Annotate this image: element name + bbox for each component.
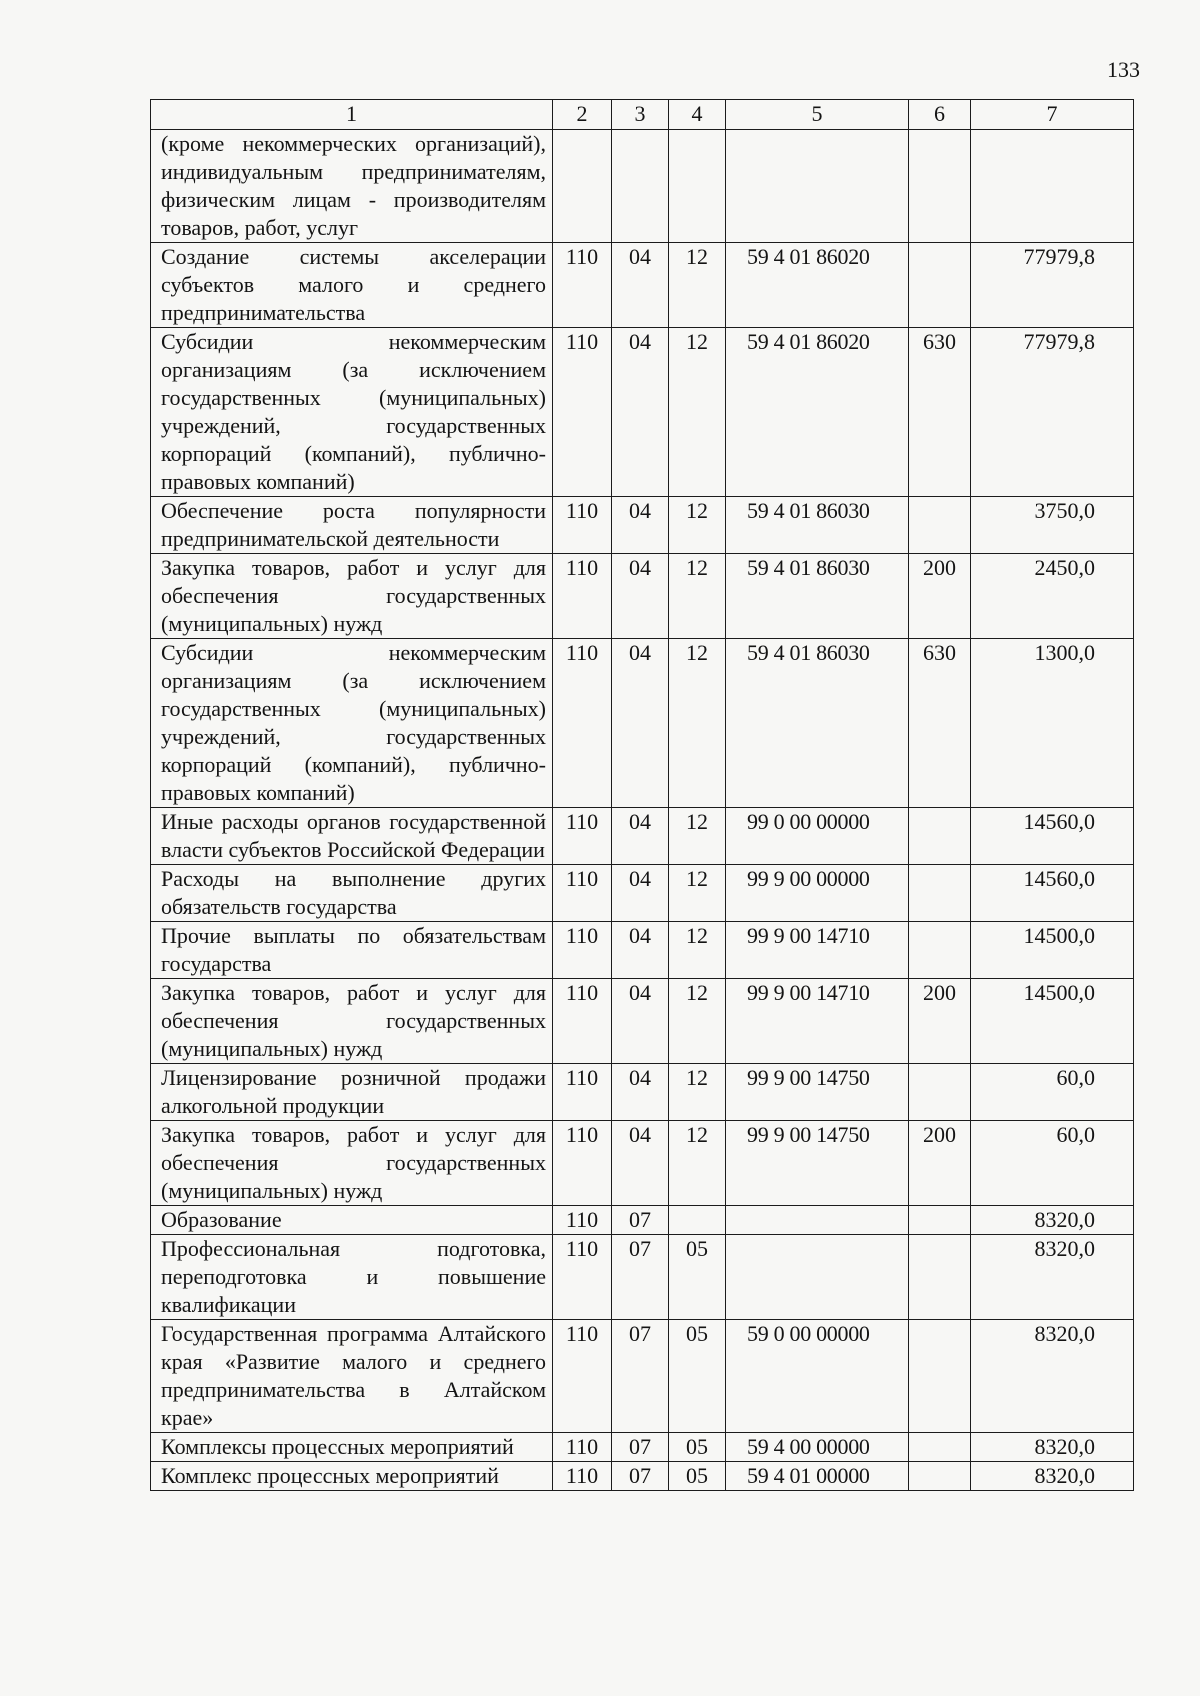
cell-name: Создание системы акселерации субъектов малого и среднего предпринимательства [151,243,553,328]
table-header [151,100,1134,130]
cell-target-article-code: 59 4 01 86020 [726,328,909,497]
cell-ministry-code: 110 [553,328,612,497]
cell-name: Профессиональная подготовка, переподготовка и повышение квалификации [151,1235,553,1320]
table-row [151,979,1134,1064]
cell-target-article-code: 59 4 01 86030 [726,639,909,808]
cell-amount: 77979,8 [971,328,1134,497]
cell-amount: 8320,0 [971,1433,1134,1462]
cell-subsection-code: 12 [669,808,726,865]
cell-subsection-code: 12 [669,243,726,328]
cell-section-code: 04 [612,328,669,497]
cell-section-code: 04 [612,1121,669,1206]
table-row [151,243,1134,328]
cell-expense-type-code [909,1206,971,1235]
cell-subsection-code [669,130,726,243]
cell-amount: 3750,0 [971,497,1134,554]
cell-section-code [612,130,669,243]
cell-amount: 8320,0 [971,1235,1134,1320]
cell-target-article-code: 99 9 00 14710 [726,979,909,1064]
cell-ministry-code: 110 [553,808,612,865]
table-row [151,808,1134,865]
cell-ministry-code: 110 [553,979,612,1064]
cell-target-article-code: 59 4 01 86020 [726,243,909,328]
cell-name: Закупка товаров, работ и услуг для обеспечения государственных (муниципальных) нужд [151,1121,553,1206]
table-row [151,865,1134,922]
cell-target-article-code: 59 4 01 86030 [726,497,909,554]
cell-ministry-code: 110 [553,1235,612,1320]
table-row [151,1206,1134,1235]
header-col-3: 3 [612,100,669,130]
cell-expense-type-code [909,1433,971,1462]
cell-amount: 77979,8 [971,243,1134,328]
cell-ministry-code: 110 [553,554,612,639]
header-col-5: 5 [726,100,909,130]
budget-table [150,99,1134,1491]
cell-expense-type-code [909,1235,971,1320]
table-row [151,1320,1134,1433]
table-row [151,1235,1134,1320]
table-row [151,922,1134,979]
cell-target-article-code: 59 4 01 00000 [726,1462,909,1491]
table-row [151,554,1134,639]
cell-section-code: 04 [612,639,669,808]
cell-expense-type-code: 630 [909,639,971,808]
header-col-4: 4 [669,100,726,130]
cell-expense-type-code [909,1320,971,1433]
cell-subsection-code: 05 [669,1462,726,1491]
cell-expense-type-code [909,243,971,328]
cell-ministry-code: 110 [553,1064,612,1121]
cell-expense-type-code: 200 [909,554,971,639]
table-row [151,328,1134,497]
cell-target-article-code [726,1206,909,1235]
cell-subsection-code: 12 [669,1064,726,1121]
cell-name: (кроме некоммерческих организаций), индивидуальным предпринимателям, физическим лицам - производителям товаров, работ, услуг [151,130,553,243]
cell-subsection-code: 12 [669,328,726,497]
cell-subsection-code: 12 [669,865,726,922]
cell-ministry-code: 110 [553,922,612,979]
cell-amount: 60,0 [971,1064,1134,1121]
cell-ministry-code: 110 [553,639,612,808]
table-row [151,1121,1134,1206]
cell-subsection-code: 12 [669,639,726,808]
cell-section-code: 04 [612,1064,669,1121]
cell-expense-type-code [909,130,971,243]
header-col-6: 6 [909,100,971,130]
table-row [151,1462,1134,1491]
cell-subsection-code: 12 [669,922,726,979]
cell-section-code: 04 [612,808,669,865]
cell-expense-type-code: 200 [909,1121,971,1206]
cell-ministry-code: 110 [553,497,612,554]
cell-name: Обеспечение роста популярности предпринимательской деятельности [151,497,553,554]
cell-section-code: 07 [612,1206,669,1235]
cell-amount: 1300,0 [971,639,1134,808]
cell-section-code: 07 [612,1462,669,1491]
cell-ministry-code: 110 [553,243,612,328]
cell-ministry-code: 110 [553,1462,612,1491]
header-col-1: 1 [151,100,553,130]
cell-amount: 8320,0 [971,1462,1134,1491]
cell-subsection-code: 05 [669,1320,726,1433]
table-row [151,497,1134,554]
cell-amount: 60,0 [971,1121,1134,1206]
cell-name: Комплекс процессных мероприятий [151,1462,553,1491]
cell-target-article-code: 99 9 00 14750 [726,1064,909,1121]
cell-name: Закупка товаров, работ и услуг для обеспечения государственных (муниципальных) нужд [151,979,553,1064]
table-row [151,1433,1134,1462]
cell-amount: 14560,0 [971,808,1134,865]
cell-name: Комплексы процессных мероприятий [151,1433,553,1462]
cell-expense-type-code [909,497,971,554]
cell-expense-type-code [909,1064,971,1121]
cell-subsection-code: 12 [669,1121,726,1206]
cell-amount: 8320,0 [971,1320,1134,1433]
cell-name: Закупка товаров, работ и услуг для обеспечения государственных (муниципальных) нужд [151,554,553,639]
cell-target-article-code [726,1235,909,1320]
cell-subsection-code: 05 [669,1235,726,1320]
cell-expense-type-code [909,865,971,922]
cell-target-article-code: 59 0 00 00000 [726,1320,909,1433]
table-row [151,130,1134,243]
cell-expense-type-code [909,808,971,865]
cell-amount: 14500,0 [971,979,1134,1064]
cell-section-code: 04 [612,922,669,979]
cell-expense-type-code [909,922,971,979]
header-col-2: 2 [553,100,612,130]
cell-ministry-code: 110 [553,1433,612,1462]
cell-subsection-code [669,1206,726,1235]
cell-target-article-code: 59 4 00 00000 [726,1433,909,1462]
cell-amount [971,130,1134,243]
cell-name: Государственная программа Алтайского края «Развитие малого и среднего предпринимательства в Алтайском крае» [151,1320,553,1433]
header-col-7: 7 [971,100,1134,130]
cell-name: Прочие выплаты по обязательствам государства [151,922,553,979]
cell-target-article-code [726,130,909,243]
cell-amount: 2450,0 [971,554,1134,639]
cell-amount: 8320,0 [971,1206,1134,1235]
cell-expense-type-code: 630 [909,328,971,497]
cell-name: Лицензирование розничной продажи алкогольной продукции [151,1064,553,1121]
cell-subsection-code: 12 [669,554,726,639]
cell-amount: 14560,0 [971,865,1134,922]
cell-ministry-code: 110 [553,1121,612,1206]
cell-section-code: 07 [612,1433,669,1462]
cell-name: Образование [151,1206,553,1235]
cell-amount: 14500,0 [971,922,1134,979]
cell-target-article-code: 59 4 01 86030 [726,554,909,639]
page-number: 133 [1107,57,1140,82]
cell-section-code: 04 [612,243,669,328]
cell-target-article-code: 99 9 00 14750 [726,1121,909,1206]
cell-section-code: 07 [612,1320,669,1433]
cell-section-code: 07 [612,1235,669,1320]
cell-subsection-code: 12 [669,979,726,1064]
header-row [151,100,1134,130]
cell-expense-type-code [909,1462,971,1491]
cell-ministry-code [553,130,612,243]
cell-subsection-code: 05 [669,1433,726,1462]
cell-name: Субсидии некоммерческим организациям (за исключением государственных (муниципальных) учреждений, государственных корпораций (компаний), публично-правовых компаний) [151,639,553,808]
table-row [151,1064,1134,1121]
table-body [151,130,1134,1491]
cell-expense-type-code: 200 [909,979,971,1064]
cell-name: Иные расходы органов государственной власти субъектов Российской Федерации [151,808,553,865]
cell-target-article-code: 99 9 00 00000 [726,865,909,922]
cell-section-code: 04 [612,554,669,639]
cell-ministry-code: 110 [553,1206,612,1235]
cell-ministry-code: 110 [553,1320,612,1433]
cell-target-article-code: 99 9 00 14710 [726,922,909,979]
cell-section-code: 04 [612,497,669,554]
cell-target-article-code: 99 0 00 00000 [726,808,909,865]
cell-name: Расходы на выполнение других обязательств государства [151,865,553,922]
cell-section-code: 04 [612,979,669,1064]
table-row [151,639,1134,808]
cell-name: Субсидии некоммерческим организациям (за исключением государственных (муниципальных) учреждений, государственных корпораций (компаний), публично-правовых компаний) [151,328,553,497]
cell-section-code: 04 [612,865,669,922]
cell-ministry-code: 110 [553,865,612,922]
cell-subsection-code: 12 [669,497,726,554]
